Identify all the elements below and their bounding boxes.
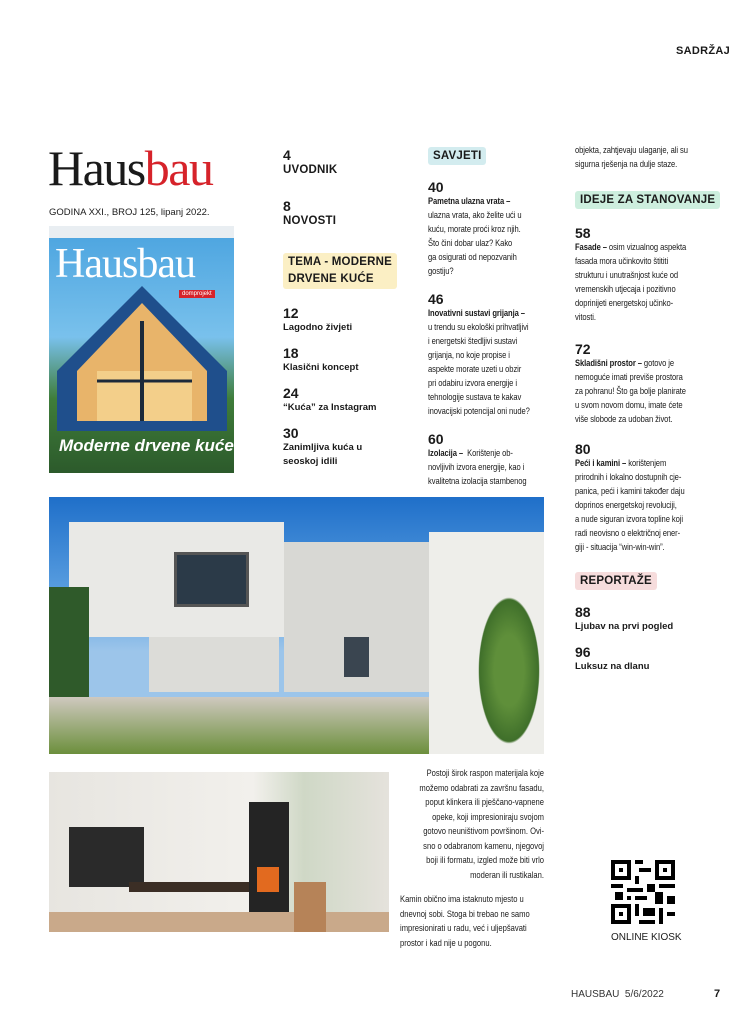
toc-column-ideje: [575, 144, 735, 684]
toc-entry[interactable]: [575, 441, 735, 555]
fireplace-caption: Kamin obično ima istaknuto mjesto u dnevnoj sobi. Stoga bi trebao ne samo impresionirati u radu, već i uljepšavati prostor i kad nije u pogonu.: [400, 894, 530, 949]
fireplace-interior-photo: [49, 772, 389, 932]
entry-title: Fasade –: [575, 242, 607, 253]
reportaze-section-label: REPORTAŽE: [575, 572, 657, 590]
page-number: 46: [428, 291, 444, 307]
entry-title: Izolacija –: [428, 448, 464, 459]
page-number: 4: [283, 147, 291, 163]
page-number: 88: [575, 604, 591, 620]
entry-title: Zanimljiva kuća u seoskoj idili: [283, 442, 363, 467]
entry-title: NOVOSTI: [283, 215, 337, 227]
footer-magazine: HAUSBAU 5/6/2022: [571, 989, 664, 1000]
savjeti-section-label: SAVJETI: [428, 147, 486, 165]
magazine-cover[interactable]: [49, 226, 234, 473]
section-title: SADRŽAJ: [676, 45, 731, 57]
toc-entry[interactable]: [575, 644, 735, 674]
page-number-footer: 7: [714, 988, 721, 1000]
toc-entry[interactable]: [283, 147, 413, 178]
entry-title: Klasični koncept: [283, 362, 359, 373]
entry-title: “Kuća” za Instagram: [283, 402, 377, 413]
facade-house-photo: [49, 497, 544, 754]
toc-entry[interactable]: [283, 198, 413, 229]
hausbau-logo: [48, 140, 213, 196]
logo-text-red: bau: [144, 140, 213, 196]
toc-column-main: [283, 147, 413, 479]
entry-title: Pametna ulazna vrata –: [428, 196, 511, 207]
entry-description-continued: objekta, zahtjevaju ulaganje, ali su sigurna rješenja na dulje staze.: [575, 145, 688, 170]
cover-headline: Moderne drvene kuće: [59, 436, 234, 455]
entry-description: gotovo je nemoguće imati previše prostora za pohranu! Što ga bolje planirate u svom novom domu, imate ćete više slobode za udoban život.: [575, 358, 686, 425]
toc-entry[interactable]: [428, 179, 568, 279]
page-number: 30: [283, 425, 299, 441]
cover-topbar: [49, 226, 234, 238]
entry-description: u trendu su ekološki prihvatljivi i energetski štedljivi sustavi grijanja, no koje propise i aspekte morate uzeti u obzir pri odabiru izvora energije i tehnologije sustava te kakav inovacijski potencijal oni nude?: [428, 322, 530, 417]
entry-description: Korištenje ob- novljivih izvora energije, kao i kvalitetna izolacija stambenog: [428, 448, 527, 487]
entry-description: ulazna vrata, ako želite ući u kuću, morate proći kroz njih. Što čini dobar ulaz? Kako ga osigurati od nepozvanih gostiju?: [428, 210, 522, 277]
page-number: 18: [283, 345, 299, 361]
page-number: 58: [575, 225, 591, 241]
toc-entry[interactable]: [428, 431, 568, 489]
toc-entry[interactable]: [575, 225, 735, 325]
toc-column-savjeti: [428, 146, 568, 499]
qr-code-icon[interactable]: [611, 860, 675, 924]
toc-entry[interactable]: [283, 425, 413, 469]
page-number: 72: [575, 341, 591, 357]
entry-title: Lagodno živjeti: [283, 322, 353, 333]
entry-description: osim vizualnog aspekta fasada mora učinkovito štititi strukturu i unutrašnjost kuće od vremenskih utjecaja i pozitivno doprinijeti energetskoj učinko- vitosti.: [575, 242, 687, 323]
entry-title: Peći i kamini –: [575, 458, 627, 469]
entry-title: Inovativni sustavi grijanja –: [428, 308, 525, 319]
page-number: 60: [428, 431, 444, 447]
entry-title: Skladišni prostor –: [575, 358, 642, 369]
toc-entry[interactable]: [283, 345, 413, 375]
facade-caption: Postoji širok raspon materijala koje možemo odabrati za završnu fasadu, poput klinkera ili pješčano-vapnene opeke, koji impresioniraju svojom gotovo neuništivom površinom. Ovi- sno o odabranom kamenu, njegovoj boji ili formatu, izgled može biti vrlo moderan ili rustikalan.: [419, 768, 544, 881]
toc-entry[interactable]: [283, 385, 413, 415]
toc-entry[interactable]: [428, 291, 568, 419]
entry-title: UVODNIK: [283, 164, 338, 176]
page-number: 12: [283, 305, 299, 321]
tema-section-label: TEMA - MODERNE DRVENE KUĆE: [283, 253, 397, 289]
page-number: 96: [575, 644, 591, 660]
page-number: 24: [283, 385, 299, 401]
cover-sponsor: domprojekt: [179, 290, 215, 298]
cover-house-image: [57, 281, 227, 431]
page-number: 8: [283, 198, 291, 214]
ideje-section-label: IDEJE ZA STANOVANJE: [575, 191, 720, 209]
entry-title: Ljubav na prvi pogled: [575, 621, 674, 632]
toc-entry[interactable]: [283, 305, 413, 335]
entry-description: korištenjem prirodnih i lokalno dostupnih cje- panica, peći i kamini također daju doprinos energetskoj revoluciji, a nude siguran izvora topline koji radi neovisno o električnoj ener- giji - situacija “win-win-win”.: [575, 458, 685, 553]
toc-entry[interactable]: [575, 341, 735, 427]
toc-entry[interactable]: [575, 604, 735, 634]
issue-info: GODINA XXI., BROJ 125, lipanj 2022.: [49, 207, 210, 218]
page-number: 80: [575, 441, 591, 457]
logo-text: Haus: [48, 140, 145, 196]
page-number: 40: [428, 179, 444, 195]
entry-title: Luksuz na dlanu: [575, 661, 650, 672]
online-kiosk-label: ONLINE KIOSK: [611, 932, 682, 943]
cover-title: Hausbau: [55, 241, 195, 287]
